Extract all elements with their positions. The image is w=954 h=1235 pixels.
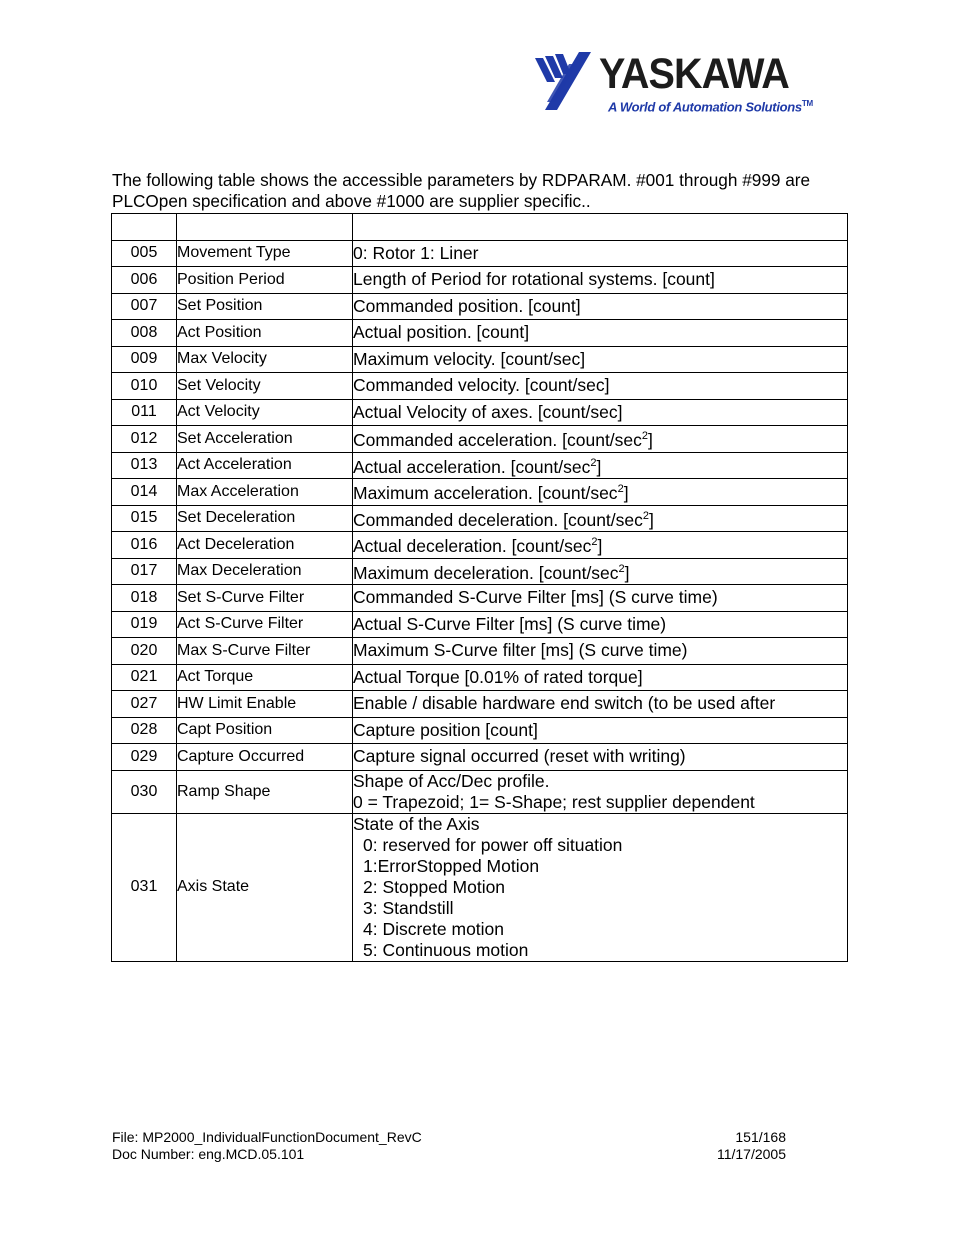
parameter-name: Set S-Curve Filter [177, 585, 353, 612]
parameter-description [353, 770, 848, 813]
description-text: Maximum S-Curve filter [ms] (S curve time) [353, 640, 688, 661]
description-text: 1:ErrorStopped Motion [363, 855, 540, 876]
description-text: Shape of Acc/Dec profile. [353, 770, 550, 791]
description-line [353, 269, 847, 290]
description-text: Length of Period for rotational systems. [count] [353, 269, 715, 290]
description-text: Maximum velocity. [count/sec] [353, 348, 586, 369]
footer-date: 11/17/2005 [716, 1146, 786, 1162]
parameter-name: HW Limit Enable [177, 691, 353, 718]
description-text: 0: Rotor 1: Liner [353, 242, 479, 263]
parameter-name: Set Acceleration [177, 426, 353, 453]
parameter-description [353, 532, 848, 559]
header-cell-description [353, 214, 848, 241]
footer-page-number: 151/168 [735, 1129, 786, 1145]
superscript-exponent: 2 [618, 562, 625, 575]
description-line [353, 375, 847, 396]
table-row [112, 611, 848, 638]
parameter-description [353, 373, 848, 400]
description-line [353, 243, 847, 264]
parameter-description [353, 585, 848, 612]
footer-doc-number: Doc Number: eng.MCD.05.101 [112, 1146, 305, 1162]
parameter-description [353, 611, 848, 638]
parameter-description [353, 744, 848, 771]
table-row [112, 452, 848, 479]
intro-paragraph: The following table shows the accessible parameters by RDPARAM. #001 through #999 are PLCOpen specification and above #1000 are supplier specific.. [112, 170, 811, 211]
description-line [353, 402, 847, 423]
parameter-name: Capture Occurred [177, 744, 353, 771]
description-text: Actual acceleration. [count/sec [353, 456, 591, 477]
parameter-description [353, 691, 848, 718]
parameter-number: 006 [112, 267, 177, 294]
table-row [112, 426, 848, 453]
parameter-description [353, 240, 848, 267]
yaskawa-logo-mark [533, 52, 597, 112]
header-cell-number [112, 214, 177, 241]
footer-file: File: MP2000_IndividualFunctionDocument_RevC [112, 1129, 422, 1145]
parameter-number: 021 [112, 664, 177, 691]
description-text: Actual Velocity of axes. [count/sec] [353, 401, 623, 422]
description-line [353, 667, 847, 688]
description-line [353, 898, 847, 919]
parameter-number: 031 [112, 813, 177, 961]
description-line [353, 532, 847, 557]
parameter-number: 008 [112, 320, 177, 347]
description-text: Actual deceleration. [count/sec [353, 536, 592, 557]
header-cell-name [177, 214, 353, 241]
table-header-row [112, 214, 848, 241]
description-line [353, 940, 847, 961]
table-row [112, 479, 848, 506]
description-line [353, 693, 847, 714]
description-tail: ] [623, 483, 629, 504]
description-tail: ] [597, 536, 603, 557]
description-text: Commanded S-Curve Filter [ms] (S curve time) [353, 587, 718, 608]
parameter-number: 028 [112, 717, 177, 744]
parameter-description [353, 717, 848, 744]
parameter-number: 013 [112, 452, 177, 479]
description-line [353, 296, 847, 317]
description-text: 4: Discrete motion [363, 918, 505, 939]
parameter-number: 005 [112, 240, 177, 267]
description-line [353, 835, 847, 856]
parameter-description [353, 267, 848, 294]
parameter-name: Set Position [177, 293, 353, 320]
description-text: 0 = Trapezoid; 1= S-Shape; rest supplier dependent [353, 791, 755, 812]
table-row [112, 240, 848, 267]
description-text: 0: reserved for power off situation [363, 834, 623, 855]
description-text: Maximum deceleration. [count/sec [353, 562, 619, 583]
parameter-name: Set Velocity [177, 373, 353, 400]
description-tail: ] [648, 430, 653, 451]
superscript-exponent: 2 [590, 456, 597, 469]
parameter-description [353, 813, 848, 961]
parameter-description [353, 320, 848, 347]
description-line [353, 587, 847, 608]
table-row [112, 638, 848, 665]
parameter-number: 027 [112, 691, 177, 718]
description-line [353, 506, 847, 531]
description-line [353, 919, 847, 940]
description-line [353, 322, 847, 343]
description-line [353, 814, 847, 835]
table-row [112, 267, 848, 294]
logo-wordmark: YASKAWA [599, 50, 789, 98]
parameter-description [353, 479, 848, 506]
parameter-number: 007 [112, 293, 177, 320]
table-row [112, 320, 848, 347]
footer-right [700, 1129, 786, 1163]
table-row [112, 813, 848, 961]
parameter-name: Ramp Shape [177, 770, 353, 813]
parameter-description [353, 505, 848, 532]
parameter-description [353, 346, 848, 373]
table-row [112, 664, 848, 691]
description-line [353, 771, 847, 792]
superscript-exponent: 2 [641, 430, 649, 443]
parameter-number: 009 [112, 346, 177, 373]
parameter-name: Act Velocity [177, 399, 353, 426]
table-row [112, 691, 848, 718]
parameter-name: Act Torque [177, 664, 353, 691]
table-row [112, 293, 848, 320]
logo-tagline: A World of Automation Solutions™ [608, 99, 813, 115]
parameter-description [353, 399, 848, 426]
parameter-number: 029 [112, 744, 177, 771]
table-row [112, 744, 848, 771]
parameter-name: Max Acceleration [177, 479, 353, 506]
description-text: Capture signal occurred (reset with writing) [353, 746, 686, 767]
description-line [353, 479, 847, 504]
description-text: Commanded position. [count] [353, 295, 581, 316]
parameter-name: Set Deceleration [177, 505, 353, 532]
description-text: Commanded acceleration. [count/sec [353, 430, 642, 451]
table-row [112, 346, 848, 373]
parameter-number: 011 [112, 399, 177, 426]
parameter-table [111, 213, 848, 962]
superscript-exponent: 2 [617, 483, 624, 496]
description-line [353, 453, 847, 478]
parameter-name: Movement Type [177, 240, 353, 267]
parameter-number: 015 [112, 505, 177, 532]
description-text: Capture position [count] [353, 719, 538, 740]
parameter-number: 018 [112, 585, 177, 612]
table-row [112, 585, 848, 612]
yaskawa-logo [533, 52, 823, 118]
description-line [353, 746, 847, 767]
parameter-description [353, 638, 848, 665]
description-text: Commanded deceleration. [count/sec [353, 509, 643, 530]
table-row [112, 505, 848, 532]
description-text: 5: Continuous motion [363, 939, 529, 960]
description-tail: ] [624, 562, 630, 583]
table-row [112, 399, 848, 426]
description-text: Enable / disable hardware end switch (to be used after [353, 693, 776, 714]
parameter-number: 030 [112, 770, 177, 813]
parameter-description [353, 558, 848, 585]
parameter-name: Act Acceleration [177, 452, 353, 479]
description-text: Commanded velocity. [count/sec] [353, 375, 610, 396]
parameter-name: Act Deceleration [177, 532, 353, 559]
parameter-description [353, 452, 848, 479]
table-row [112, 532, 848, 559]
parameter-name: Max S-Curve Filter [177, 638, 353, 665]
description-tail: ] [649, 509, 654, 530]
parameter-number: 010 [112, 373, 177, 400]
parameter-description [353, 293, 848, 320]
table-row [112, 558, 848, 585]
parameter-name: Act S-Curve Filter [177, 611, 353, 638]
description-line [353, 720, 847, 741]
description-line [353, 559, 847, 584]
description-line [353, 792, 847, 813]
description-line [353, 349, 847, 370]
parameter-number: 014 [112, 479, 177, 506]
table-row [112, 373, 848, 400]
description-text: Actual position. [count] [353, 322, 530, 343]
parameter-name: Max Deceleration [177, 558, 353, 585]
parameter-number: 020 [112, 638, 177, 665]
parameter-name: Position Period [177, 267, 353, 294]
parameter-name: Axis State [177, 813, 353, 961]
description-text: Maximum acceleration. [count/sec [353, 483, 618, 504]
parameter-name: Act Position [177, 320, 353, 347]
footer-left [112, 1129, 422, 1163]
description-text: 2: Stopped Motion [363, 876, 506, 897]
description-line [353, 640, 847, 661]
description-line [353, 877, 847, 898]
description-text: 3: Standstill [363, 897, 454, 918]
description-line [353, 426, 847, 451]
parameter-number: 012 [112, 426, 177, 453]
parameter-name: Max Velocity [177, 346, 353, 373]
description-line [353, 614, 847, 635]
parameter-description [353, 664, 848, 691]
description-text: State of the Axis [353, 813, 480, 834]
parameter-name: Capt Position [177, 717, 353, 744]
parameter-description [353, 426, 848, 453]
description-tail: ] [596, 456, 602, 477]
parameter-number: 016 [112, 532, 177, 559]
parameter-number: 019 [112, 611, 177, 638]
description-text: Actual Torque [0.01% of rated torque] [353, 666, 643, 687]
table-row [112, 717, 848, 744]
description-text: Actual S-Curve Filter [ms] (S curve time) [353, 613, 667, 634]
table-row [112, 770, 848, 813]
superscript-exponent: 2 [591, 536, 598, 549]
description-line [353, 856, 847, 877]
parameter-number: 017 [112, 558, 177, 585]
superscript-exponent: 2 [642, 509, 650, 522]
